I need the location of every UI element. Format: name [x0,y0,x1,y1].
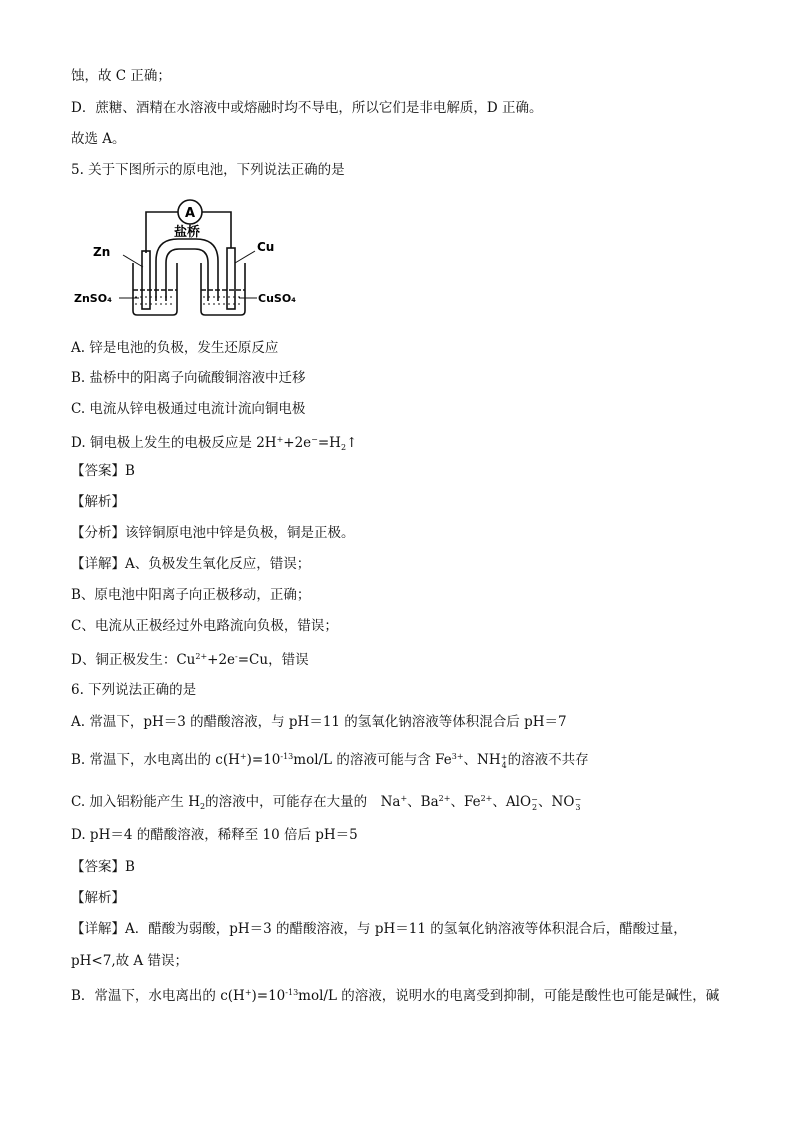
option-c: C. 加入铝粉能产生 $H_2$的溶液中，可能存在大量的 Na+、$Ba^{2+}$、$Fe^{2+}$、AlO − 2 、NO − 3 [71,794,582,812]
option-d: D. 铜电极上发生的电极反应是 $2H^++2e^-=H_2↑$ [71,435,358,452]
detail-text: B、原电池中阳离子向正极移动，正确； [71,587,311,603]
analysis-label: 【解析】 [71,890,125,906]
text-line: 蚀，故 C 正确； [71,68,171,84]
cu-label: Cu [257,240,275,254]
detail-text: D、铜正极发生：$Cu^{2+}+2e^-=Cu$，错误 [71,652,309,668]
option-d: D. pH＝4 的醋酸溶液，稀释至 10 倍后 pH＝5 [71,827,358,843]
zn-label: Zn [93,245,111,259]
ammeter-label: A [184,206,196,221]
detail-text: C、电流从正极经过外电路流向负极，错误； [71,618,338,634]
option-a: A. 常温下，pH＝3 的醋酸溶液，与 pH＝11 的氢氧化钠溶液等体积混合后 pH＝7 [71,714,567,730]
answer-label: 【答案】B [71,463,135,479]
galvanic-cell-figure [71,193,311,323]
analysis-text: 【分析】该锌铜原电池中锌是负极，铜是正极。 [71,525,355,541]
option-b: B. 常温下，水电离出的 $c(H^+)=10^{-13}mol/L$ 的溶液可能与含 $Fe^{3+}$、NH + 4 的溶液不共存 [71,752,589,770]
option-b: B. 盐桥中的阳离子向硫酸铜溶液中迁移 [71,370,306,386]
question-5-stem: 5. 关于下图所示的原电池，下列说法正确的是 [71,162,345,178]
detail-text: pH<7,故 A 错误； [71,953,188,969]
text-line: 故选 A。 [71,131,126,147]
detail-text: 【详解】A、负极发生氧化反应，错误； [71,556,311,572]
detail-text: B．常温下，水电离出的 $c(H^+)=10^{-13}mol/L$ 的溶液，说明水的电离受到抑制，可能是酸性也可能是碱性，碱 [71,988,720,1004]
cuso4-label: CuSO₄ [258,292,296,305]
salt-bridge-label: 盐桥 [173,225,201,240]
left-beaker [133,263,177,315]
copper-electrode [227,248,235,309]
text-line: D．蔗糖、酒精在水溶液中或熔融时均不导电，所以它们是非电解质，D 正确。 [71,100,543,116]
znso4-label: ZnSO₄ [74,292,112,305]
detail-text: 【详解】A．醋酸为弱酸，pH＝3 的醋酸溶液，与 pH＝11 的氢氧化钠溶液等体积混合后，醋酸过量， [71,921,687,937]
analysis-label: 【解析】 [71,494,125,510]
answer-label: 【答案】B [71,859,135,875]
question-6-stem: 6. 下列说法正确的是 [71,682,197,698]
option-c: C. 电流从锌电极通过电流计流向铜电极 [71,401,306,417]
option-a: A. 锌是电池的负极，发生还原反应 [71,340,279,356]
zinc-electrode [142,251,150,309]
right-wire [202,212,231,248]
